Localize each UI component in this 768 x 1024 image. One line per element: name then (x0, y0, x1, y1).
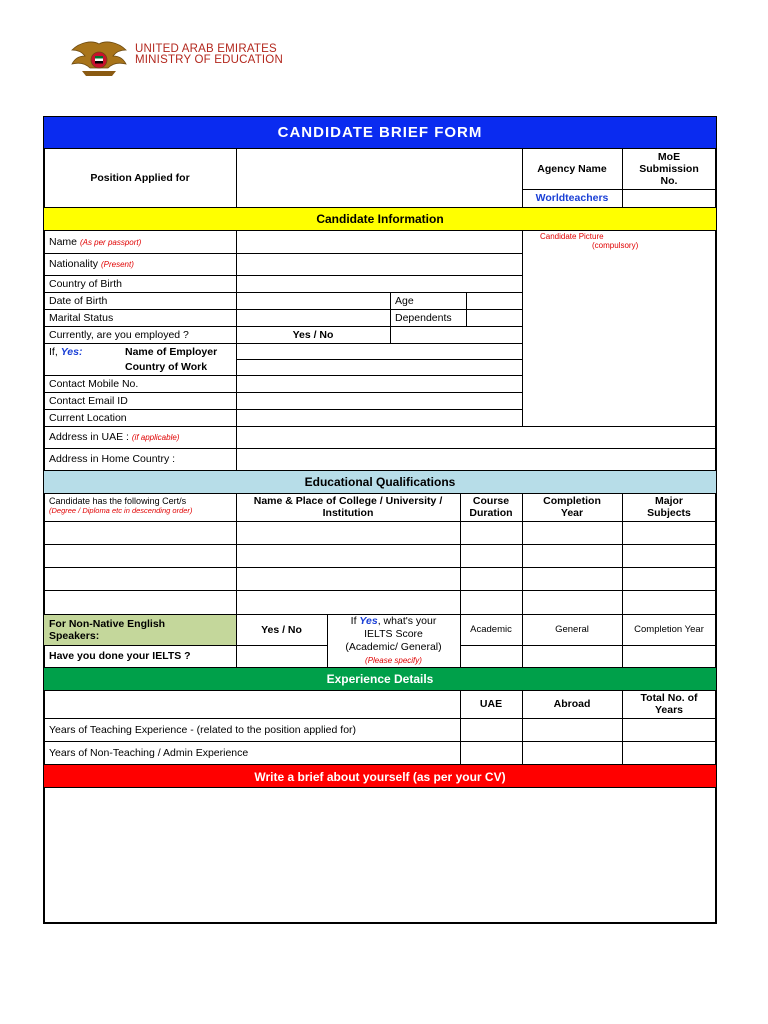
non-teaching-abroad-field[interactable] (522, 741, 622, 764)
education-row[interactable] (44, 521, 716, 544)
marital-status-field[interactable] (236, 309, 390, 326)
picture-note: (compulsory) (592, 241, 639, 250)
employer-label: Name of Employer (125, 345, 218, 358)
mobile-label: Contact Mobile No. (49, 377, 139, 390)
ielts-score-cell: If Yes, what's your IELTS Score (Academic/ General) (Please specify) (327, 614, 460, 667)
non-teaching-total-field[interactable] (622, 741, 716, 764)
moe-line-2: Submission (639, 163, 699, 175)
experience-header: Experience Details (44, 667, 716, 690)
employed-label: Currently, are you employed ? (49, 328, 189, 341)
email-field[interactable] (236, 392, 522, 409)
country-of-work-field[interactable] (236, 359, 522, 375)
education-row[interactable] (44, 590, 716, 614)
position-applied-label: Position Applied for (90, 172, 190, 184)
dob-field[interactable] (236, 292, 390, 309)
nationality-note: (Present) (100, 259, 134, 269)
org-line-2: MINISTRY OF EDUCATION (135, 54, 283, 66)
col-major: Major Subjects (647, 495, 691, 519)
non-native-label: For Non-Native English Speakers: (44, 614, 236, 645)
name-field[interactable] (236, 231, 522, 253)
current-location-field[interactable] (236, 409, 522, 426)
exp-col-abroad: Abroad (553, 698, 591, 710)
uae-emblem-logo (68, 38, 130, 78)
teaching-experience-label: Years of Teaching Experience - (related to the position applied for) (49, 723, 357, 736)
address-uae-label: Address in UAE : (if applicable) (49, 431, 180, 443)
position-applied-field[interactable] (236, 149, 522, 207)
exp-col-total: Total No. of Years (640, 692, 698, 716)
ielts-completion-field[interactable] (622, 645, 716, 667)
marital-status-label: Marital Status (49, 311, 114, 324)
moe-line-3: No. (660, 175, 678, 187)
brief-header: Write a brief about yourself (as per your CV) (44, 765, 716, 788)
teaching-abroad-field[interactable] (522, 718, 622, 741)
col-college: Name & Place of College / University / Institution (253, 495, 443, 519)
brief-textarea[interactable] (44, 788, 716, 923)
address-uae-field[interactable] (236, 426, 716, 448)
ielts-yes-no-field[interactable] (236, 645, 327, 667)
dependents-label: Dependents (395, 311, 452, 324)
if-yes-text: Yes: (60, 345, 83, 358)
dependents-field[interactable] (466, 309, 522, 326)
if-yes-label: If, Yes: (49, 345, 83, 358)
ministry-header (135, 44, 283, 66)
nationality-label: Nationality (Present) (49, 258, 134, 270)
mobile-field[interactable] (236, 375, 522, 392)
current-location-label: Current Location (49, 411, 127, 424)
country-of-birth-label: Country of Birth (49, 277, 122, 290)
name-label: Name (As per passport) (49, 236, 142, 248)
agency-name-value: Worldteachers (535, 192, 609, 204)
candidate-picture-box[interactable] (522, 231, 716, 426)
employed-yes-no[interactable]: Yes / No (292, 328, 334, 341)
ielts-note: (Please specify) (365, 656, 422, 665)
certs-note: (Degree / Diploma etc in descending order) (49, 506, 193, 515)
ielts-general-label: General (555, 624, 589, 635)
ielts-general-field[interactable] (522, 645, 622, 667)
ielts-question: Have you done your IELTS ? (49, 650, 191, 662)
certs-label: Candidate has the following Cert/s (49, 496, 187, 506)
picture-label: Candidate Picture (540, 232, 604, 241)
ielts-academic-label: Academic (470, 624, 512, 635)
employer-field[interactable] (236, 343, 522, 359)
country-of-work-label: Country of Work (125, 361, 208, 373)
moe-line-1: MoE (657, 151, 681, 163)
nationality-field[interactable] (236, 253, 522, 275)
address-home-field[interactable] (236, 448, 716, 470)
col-completion: Completion Year (543, 495, 601, 519)
moe-submission-field[interactable] (622, 189, 716, 207)
email-label: Contact Email ID (49, 394, 128, 407)
ielts-academic-field[interactable] (460, 645, 522, 667)
name-note: (As per passport) (79, 237, 142, 247)
exp-col-uae: UAE (479, 698, 503, 710)
certs-label-cell (44, 493, 236, 521)
age-field[interactable] (466, 292, 522, 309)
non-teaching-experience-label: Years of Non-Teaching / Admin Experience (49, 746, 249, 759)
ielts-completion-label: Completion Year (634, 624, 704, 635)
education-header: Educational Qualifications (44, 471, 716, 493)
ielts-yes-no[interactable]: Yes / No (261, 623, 302, 636)
teaching-uae-field[interactable] (460, 718, 522, 741)
non-teaching-uae-field[interactable] (460, 741, 522, 764)
moe-submission-label (622, 149, 716, 189)
ielts-yes-text: Yes (359, 615, 378, 627)
education-row[interactable] (44, 567, 716, 590)
dob-label: Date of Birth (49, 294, 108, 307)
age-label: Age (395, 294, 414, 307)
address-home-label: Address in Home Country : (49, 453, 176, 465)
education-row[interactable] (44, 544, 716, 567)
teaching-total-field[interactable] (622, 718, 716, 741)
address-uae-note: (if applicable) (131, 432, 180, 442)
form-title: CANDIDATE BRIEF FORM (44, 117, 716, 149)
agency-name-label: Agency Name (537, 163, 607, 175)
candidate-info-header: Candidate Information (44, 208, 716, 230)
country-of-birth-field[interactable] (236, 275, 522, 292)
col-duration: Course Duration (469, 495, 513, 519)
org-line-1: UNITED ARAB EMIRATES (135, 43, 277, 55)
